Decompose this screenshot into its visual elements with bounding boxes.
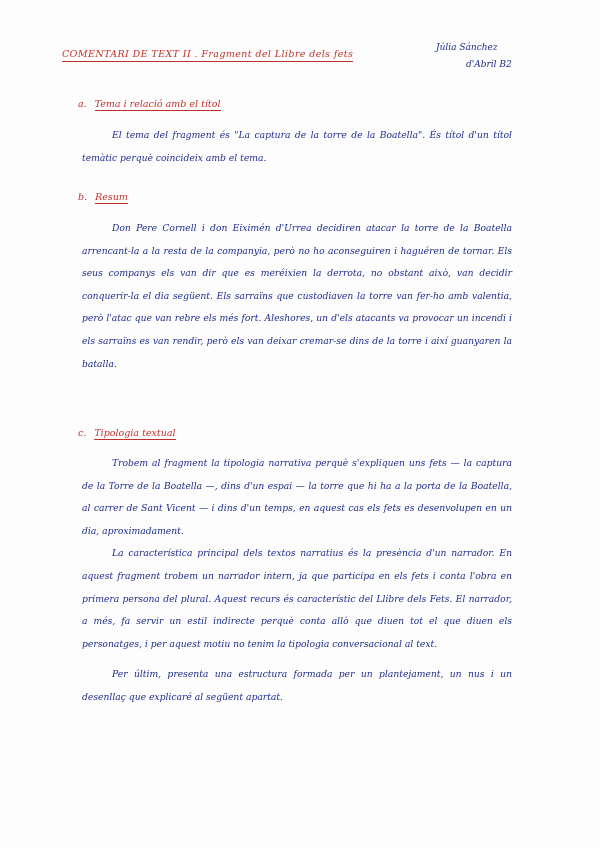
paragraph: Don Pere Cornell i don Eiximén d'Urrea decidiren atacar la torre de la Boatella arrencant-la a la resta de la companyia, però no ho aconseguiren i haguéren de tornar. Els seus companys els van dir que es meréixien la derrota, no obstant això, van decidir conquerir-la el dia següent. Els sarraïns que custodiaven la torre van fer-ho amb valentia, però l'atac que van rebre els més fort. Aleshores, un d'els atacants va provocar un incendi i els sarraïns es van rendir, però els van deixar cremar-se dins de la torre i així guanyaren la batalla. [82,223,512,370]
section-label: Tipologia textual [94,428,176,439]
section-label: Tema i relació amb el títol [94,99,221,110]
section-heading-b [78,192,128,203]
paragraph: La característica principal dels textos narratius és la presència d'un narrador. En aquest fragment trobem un narrador intern, ja que participa en els fets i conta l'obra en primera persona del plural. Aquest recurs és característic del Llibre dels Fets. El narrador, a més, fa servir un estil indirecte perquè conta allò que diuen tot el que diuen els personatges, i per aquest motiu no tenim la tipologia conversacional al text. [82,548,512,650]
section-letter: b. [78,192,88,203]
paragraph: Per últim, presenta una estructura formada per un plantejament, un nus i un desenllaç que explicaré al següent apartat. [82,669,512,703]
section-label: Resum [95,192,128,203]
section-heading-a [78,99,221,110]
section-b-body [82,218,512,376]
page-title: COMENTARI DE TEXT II . Fragment del Llibre dels fets [62,49,354,60]
author-block [436,40,546,74]
section-letter: c. [78,428,87,439]
paragraph: Trobem al fragment la tipologia narrativa perquè s'expliquen uns fets — la captura de la Torre de la Boatella —, dins d'un espai — la torre que hi ha a la porta de la Boatella, al carrer de Sant Vicent — i dins d'un temps, en aquest cas els fets es desenvolupen en un dia, aproximadament. [82,458,512,537]
section-a-body [82,125,512,170]
paragraph: El tema del fragment és "La captura de la torre de la Boatella". És títol d'un títol temàtic perquè coincideix amb el tema. [82,130,512,164]
section-letter: a. [78,99,87,110]
author-name: Júlia Sánchez [436,43,498,53]
section-c-body [82,453,512,710]
author-class: d'Abril B2 [466,60,512,70]
section-heading-c [78,428,176,439]
